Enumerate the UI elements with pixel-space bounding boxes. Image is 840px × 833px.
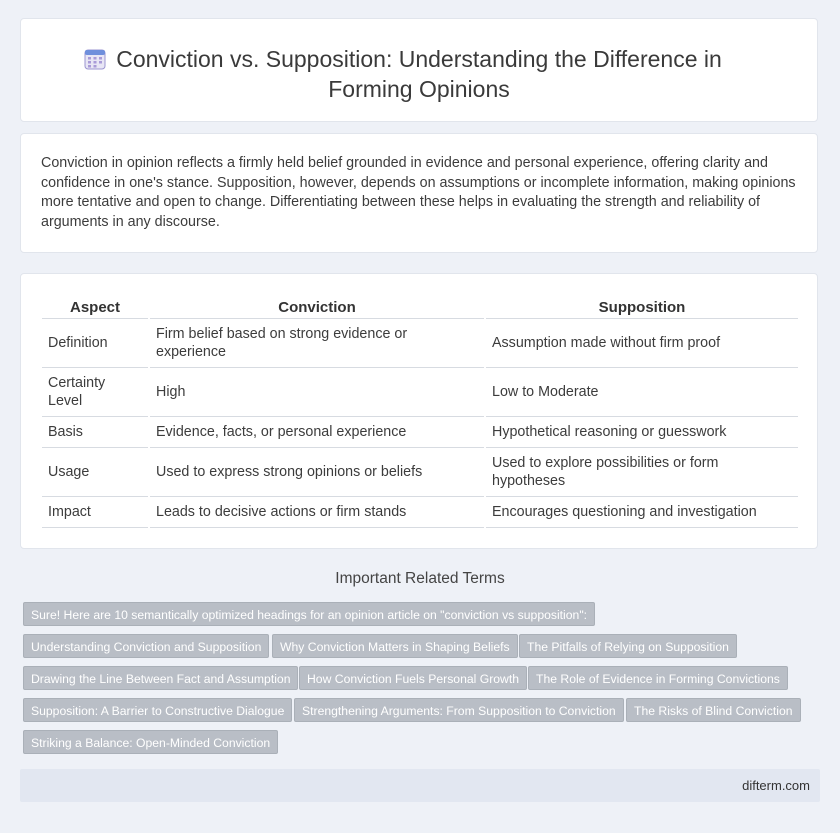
table-cell: Leads to decisive actions or firm stands — [149, 497, 485, 528]
table-cell: Used to explore possibilities or form hypotheses — [485, 448, 798, 497]
table-cell: Basis — [42, 417, 149, 448]
page-title — [21, 44, 817, 104]
related-tag[interactable]: How Conviction Fuels Personal Growth — [299, 666, 527, 690]
related-tag[interactable]: The Role of Evidence in Forming Convictions — [528, 666, 788, 690]
table-row — [42, 448, 798, 497]
related-tag[interactable]: Understanding Conviction and Supposition — [23, 634, 269, 658]
related-tag[interactable]: Strengthening Arguments: From Supposition to Conviction — [294, 698, 624, 722]
related-tag[interactable]: The Risks of Blind Conviction — [626, 698, 801, 722]
table-cell: Used to express strong opinions or beliefs — [149, 448, 485, 497]
intro-paragraph: Conviction in opinion reflects a firmly held belief grounded in evidence and personal experience, offering clarity and confidence in one's stance. Supposition, however, depends on assumptions or incomplete information, making opinions more tentative and open to change. Differentiating between these helps in evaluating the strength and reliability of arguments in any discourse. — [41, 155, 796, 231]
table-row — [42, 497, 798, 528]
footer — [20, 769, 820, 802]
table-row — [42, 319, 798, 368]
footer-site[interactable]: difterm.com — [742, 778, 810, 793]
related-tag[interactable]: Supposition: A Barrier to Constructive Dialogue — [23, 698, 292, 722]
table-cell: Usage — [42, 448, 149, 497]
header-aspect: Aspect — [42, 296, 149, 319]
table-row — [42, 417, 798, 448]
related-tag[interactable]: Striking a Balance: Open-Minded Conviction — [23, 730, 278, 754]
table-cell: Firm belief based on strong evidence or experience — [149, 319, 485, 368]
title-card — [20, 18, 818, 122]
table-cell: Evidence, facts, or personal experience — [149, 417, 485, 448]
table-cell: Certainty Level — [42, 368, 149, 417]
page-title-line1: Conviction vs. Supposition: Understanding the Difference in — [116, 46, 722, 72]
table-cell: High — [149, 368, 485, 417]
table-row — [42, 368, 798, 417]
related-terms-heading: Important Related Terms — [335, 570, 505, 587]
table-cell: Encourages questioning and investigation — [485, 497, 798, 528]
comparison-table-card — [20, 273, 818, 549]
comparison-table — [42, 296, 798, 528]
table-cell: Hypothetical reasoning or guesswork — [485, 417, 798, 448]
header-conviction: Conviction — [149, 296, 485, 319]
table-cell: Definition — [42, 319, 149, 368]
intro-card — [20, 133, 818, 253]
table-cell: Low to Moderate — [485, 368, 798, 417]
header-supposition: Supposition — [485, 296, 798, 319]
table-cell: Impact — [42, 497, 149, 528]
page-title-line2: Forming Opinions — [328, 76, 510, 102]
related-tag[interactable]: Sure! Here are 10 semantically optimized headings for an opinion article on "conviction vs supposition": — [23, 602, 595, 626]
table-cell: Assumption made without firm proof — [485, 319, 798, 368]
table-header-row — [42, 296, 798, 319]
related-tag[interactable]: Why Conviction Matters in Shaping Beliefs — [272, 634, 518, 658]
related-tag[interactable]: The Pitfalls of Relying on Supposition — [519, 634, 737, 658]
related-tag[interactable]: Drawing the Line Between Fact and Assumption — [23, 666, 298, 690]
